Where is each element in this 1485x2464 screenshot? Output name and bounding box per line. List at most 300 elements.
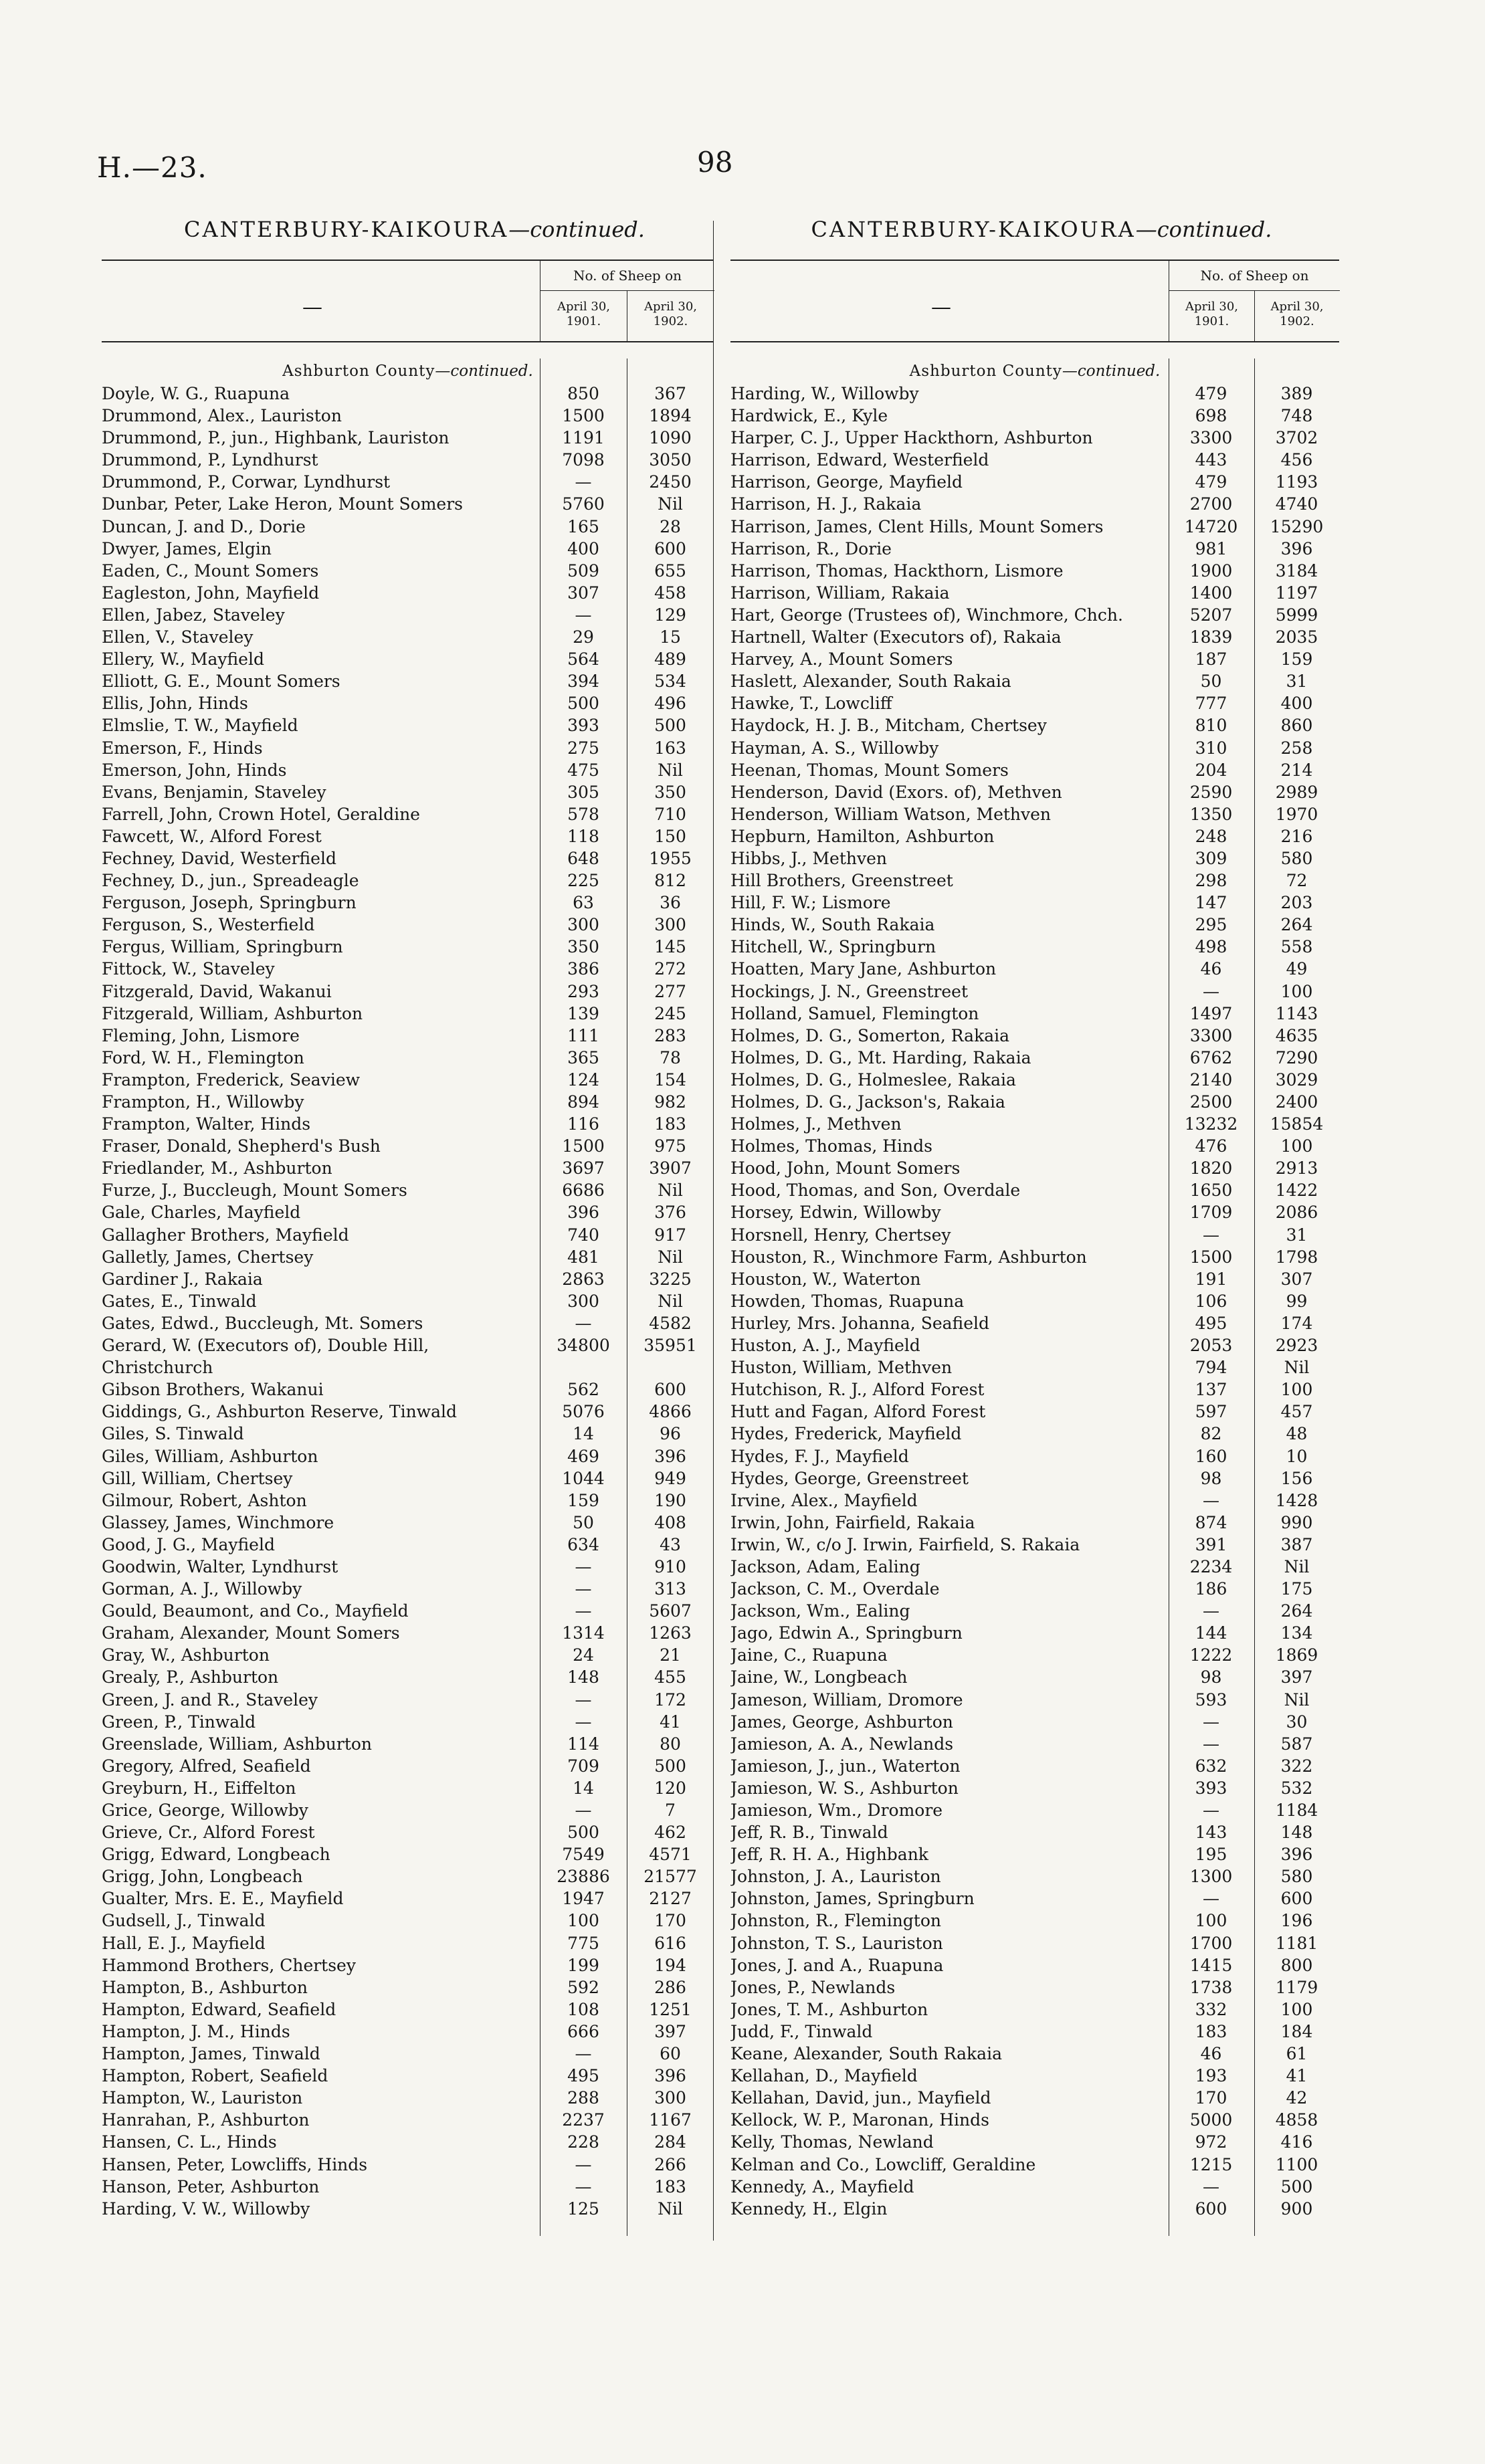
- owner-name: Emerson, F., Hinds: [102, 738, 263, 758]
- sheep-1902: 31: [1286, 672, 1308, 692]
- owner-name: Grealy, P., Ashburton: [102, 1667, 279, 1687]
- table-row: [730, 2131, 1339, 2153]
- sheep-1901: 394: [567, 672, 599, 692]
- table-row: [730, 1401, 1339, 1423]
- sheep-1901: 1947: [562, 1889, 605, 1909]
- sheep-1902: 4582: [649, 1313, 692, 1333]
- table-row: [102, 1069, 714, 1091]
- sheep-1901: 578: [567, 804, 599, 824]
- sheep-1901: —: [575, 472, 592, 492]
- owner-name: Hampton, B., Ashburton: [102, 1977, 308, 1997]
- owner-name: Gardiner J., Rakaia: [102, 1269, 263, 1289]
- sheep-1901: 50: [1200, 672, 1222, 692]
- owner-name: Howden, Thomas, Ruapuna: [730, 1291, 965, 1311]
- sheep-1901: —: [1203, 1601, 1219, 1621]
- region-name: Ashburton County: [909, 363, 1062, 380]
- sheep-1901: 193: [1195, 2066, 1227, 2086]
- table-row: [730, 1003, 1339, 1025]
- year-1901-header: April 30, 1901.: [1169, 290, 1254, 341]
- sheep-1902: 1197: [1275, 583, 1318, 603]
- sheep-1902: 2913: [1275, 1158, 1318, 1178]
- column-title: [115, 213, 714, 246]
- sheep-1902: 96: [660, 1424, 681, 1444]
- table-row: [730, 2065, 1339, 2087]
- sheep-1902: 1167: [649, 2110, 692, 2130]
- sheep-1901: 498: [1195, 937, 1227, 957]
- table-row: [730, 582, 1339, 604]
- owner-name: Jones, P., Newlands: [730, 1977, 896, 1997]
- year-1902-header: April 30, 1902.: [1254, 290, 1339, 341]
- owner-name: Holland, Samuel, Flemington: [730, 1003, 979, 1023]
- sheep-1902: 1955: [649, 848, 692, 868]
- table-row: [730, 1135, 1339, 1157]
- table-row: [102, 1755, 714, 1777]
- owner-name: Heenan, Thomas, Mount Somers: [730, 760, 1009, 780]
- table-row: [730, 648, 1339, 670]
- owner-name: Hardwick, E., Kyle: [730, 406, 888, 426]
- owner-name: Gualter, Mrs. E. E., Mayfield: [102, 1889, 344, 1909]
- sheep-1901: 116: [567, 1114, 599, 1134]
- sheep-1901: 13232: [1184, 1114, 1238, 1134]
- sheep-1901: 396: [567, 1203, 599, 1223]
- owner-name: Harrison, R., Dorie: [730, 538, 892, 558]
- owner-name: Galletly, James, Chertsey: [102, 1247, 314, 1267]
- sheep-1902: 300: [654, 915, 686, 935]
- sheep-1902: 397: [654, 2021, 686, 2041]
- table-row: [102, 1356, 714, 1378]
- table-row: [102, 2131, 714, 2153]
- table-row: [102, 1578, 714, 1600]
- owner-name: Hood, Thomas, and Son, Overdale: [730, 1180, 1021, 1201]
- table-row: [102, 1423, 714, 1445]
- owner-name: Ellen, V., Staveley: [102, 627, 254, 647]
- sheep-1901: 2700: [1189, 494, 1233, 514]
- table-row: [102, 1998, 714, 2021]
- sheep-1902: 456: [1280, 450, 1313, 470]
- owner-name: Ellery, W., Mayfield: [102, 649, 264, 670]
- sheep-1902: 1251: [649, 1999, 692, 2019]
- table-row: [102, 1666, 714, 1688]
- table-row: [730, 2154, 1339, 2176]
- no-sheep-header: No. of Sheep on: [1169, 261, 1340, 291]
- owner-name: Hockings, J. N., Greenstreet: [730, 981, 968, 1001]
- owner-name: Harrison, William, Rakaia: [730, 583, 950, 603]
- table-row: [102, 1157, 714, 1179]
- sheep-1902: 900: [1280, 2198, 1313, 2219]
- document-reference: H.—23.: [97, 151, 207, 184]
- table-row: [730, 1799, 1339, 1821]
- sheep-1901: 5760: [562, 494, 605, 514]
- sheep-1902: 1181: [1275, 1933, 1318, 1953]
- owner-name: Hutt and Fagan, Alford Forest: [730, 1402, 986, 1422]
- table-row: [730, 914, 1339, 936]
- sheep-1902: 3029: [1275, 1069, 1318, 1090]
- sheep-1902: 4571: [649, 1845, 692, 1865]
- sheep-1902: 4866: [649, 1402, 692, 1422]
- owner-name: Jaine, C., Ruapuna: [730, 1645, 888, 1665]
- sheep-1901: 894: [567, 1092, 599, 1112]
- owner-name: Hampton, W., Lauriston: [102, 2088, 303, 2108]
- owner-name: Hitchell, W., Springburn: [730, 937, 936, 957]
- table-row: [102, 1821, 714, 1843]
- table-row: [730, 538, 1339, 560]
- sheep-1901: 365: [567, 1047, 599, 1067]
- table-row: [730, 847, 1339, 869]
- owner-name: Gray, W., Ashburton: [102, 1645, 270, 1665]
- sheep-1902: 600: [654, 1380, 686, 1400]
- sheep-1902: 396: [654, 2066, 686, 2086]
- sheep-1902: 72: [1286, 871, 1308, 891]
- table-row: [730, 1666, 1339, 1688]
- owner-name: Gill, William, Chertsey: [102, 1468, 293, 1488]
- owner-name: Hydes, George, Greenstreet: [730, 1468, 969, 1488]
- sheep-1901: 2234: [1189, 1556, 1233, 1576]
- table-row: [102, 538, 714, 560]
- owner-name: Henderson, William Watson, Methven: [730, 804, 1052, 824]
- sheep-1901: 7549: [562, 1845, 605, 1865]
- owner-name: Kellock, W. P., Maronan, Hinds: [730, 2110, 989, 2130]
- sheep-1901: —: [575, 1601, 592, 1621]
- sheep-1901: 6762: [1189, 1047, 1233, 1067]
- sheep-1901: 972: [1195, 2132, 1227, 2152]
- sheep-1902: 367: [654, 384, 686, 403]
- sheep-1901: 810: [1195, 716, 1227, 736]
- table-row: [102, 1689, 714, 1711]
- owner-name: Holmes, Thomas, Hinds: [730, 1136, 932, 1156]
- owner-name: Kelly, Thomas, Newland: [730, 2132, 934, 2152]
- sheep-1902: 300: [654, 2088, 686, 2108]
- sheep-1901: 400: [567, 538, 599, 558]
- sheep-1901: 1314: [562, 1623, 605, 1643]
- left-column: [102, 213, 714, 2220]
- sheep-1901: 298: [1195, 871, 1227, 891]
- sheep-1902: 100: [1280, 1136, 1313, 1156]
- sheep-1902: 3702: [1275, 428, 1318, 448]
- sheep-1902: 655: [654, 560, 686, 581]
- table-row: [102, 1179, 714, 1201]
- column-divider: [713, 221, 714, 2241]
- table-row: [730, 1733, 1339, 1755]
- owner-name: Gould, Beaumont, and Co., Mayfield: [102, 1601, 409, 1621]
- table-row: [730, 1622, 1339, 1644]
- owner-name: Grigg, John, Longbeach: [102, 1867, 303, 1887]
- sheep-1902: 500: [1280, 2176, 1313, 2196]
- owner-name: Hampton, Robert, Seafield: [102, 2066, 328, 2086]
- sheep-1902: 184: [1280, 2021, 1313, 2041]
- region-heading: [730, 361, 1339, 381]
- sheep-1902: 150: [654, 826, 686, 846]
- sheep-1901: 2140: [1189, 1069, 1233, 1090]
- owner-name: Horsnell, Henry, Chertsey: [730, 1225, 951, 1245]
- owner-name: Fitzgerald, William, Ashburton: [102, 1003, 363, 1023]
- sheep-1901: 1700: [1189, 1933, 1233, 1953]
- sheep-1902: 80: [660, 1734, 681, 1754]
- table-row: [730, 427, 1339, 449]
- sheep-1901: —: [1203, 1889, 1219, 1909]
- owner-name: Haydock, H. J. B., Mitcham, Chertsey: [730, 716, 1047, 736]
- sheep-1901: 106: [1195, 1291, 1227, 1311]
- sheep-1902: 156: [1280, 1468, 1313, 1488]
- sheep-1902: 154: [654, 1069, 686, 1090]
- sheep-1901: 305: [567, 782, 599, 802]
- sheep-1902: 1428: [1275, 1490, 1318, 1510]
- table-row: [102, 981, 714, 1003]
- sheep-1902: 489: [654, 649, 686, 670]
- sheep-1902: Nil: [1284, 1689, 1310, 1710]
- table-row: [102, 892, 714, 914]
- owner-name: Johnston, T. S., Lauriston: [730, 1933, 943, 1953]
- sheep-1901: 850: [567, 384, 599, 403]
- owner-name: Harrison, George, Mayfield: [730, 472, 963, 492]
- owner-name: Glassey, James, Winchmore: [102, 1512, 334, 1532]
- sheep-1902: 49: [1286, 959, 1308, 979]
- sheep-1901: 46: [1200, 959, 1222, 979]
- owner-name: Ford, W. H., Flemington: [102, 1047, 304, 1067]
- sheep-1901: 14: [573, 1778, 594, 1798]
- table-row: [730, 692, 1339, 714]
- owner-name: Hayman, A. S., Willowby: [730, 738, 939, 758]
- sheep-1901: 63: [573, 893, 594, 913]
- sheep-1902: 1090: [649, 428, 692, 448]
- sheep-1901: 698: [1195, 406, 1227, 426]
- owner-name: Drummond, P., Lyndhurst: [102, 450, 318, 470]
- sheep-1901: 3300: [1189, 1025, 1233, 1045]
- sheep-1901: —: [575, 1579, 592, 1599]
- sheep-1902: 496: [654, 694, 686, 714]
- table-row: [730, 1069, 1339, 1091]
- column-title-suffix: —continued.: [508, 217, 645, 242]
- table-row: [102, 1711, 714, 1733]
- sheep-1901: —: [575, 1712, 592, 1732]
- owner-name: Drummond, P., Corwar, Lyndhurst: [102, 472, 391, 492]
- sheep-1902: Nil: [658, 760, 683, 780]
- table-row: [102, 1910, 714, 1932]
- table-header: [102, 260, 714, 342]
- sheep-1902: 159: [1280, 649, 1313, 670]
- column-title-suffix: —continued.: [1135, 217, 1272, 242]
- sheep-1901: 1215: [1189, 2154, 1233, 2174]
- sheep-1901: 170: [1195, 2088, 1227, 2108]
- table-row: [102, 759, 714, 781]
- table-row: [102, 1290, 714, 1312]
- owner-name: Hydes, Frederick, Mayfield: [730, 1424, 962, 1444]
- sheep-1901: 481: [567, 1247, 599, 1267]
- owner-name: Harding, V. W., Willowby: [102, 2198, 310, 2219]
- owner-name: Friedlander, M., Ashburton: [102, 1158, 332, 1178]
- region-heading: [102, 361, 714, 381]
- sheep-1901: 34800: [557, 1336, 610, 1356]
- sheep-1901: 24: [573, 1645, 594, 1665]
- table-row: [102, 1401, 714, 1423]
- sheep-1901: 1500: [1189, 1247, 1233, 1267]
- sheep-1902: Nil: [658, 494, 683, 514]
- table-row: [730, 1777, 1339, 1799]
- table-row: [102, 1224, 714, 1246]
- sheep-1902: 48: [1286, 1424, 1308, 1444]
- owner-name: Hill, F. W.; Lismore: [730, 893, 891, 913]
- sheep-1902: 174: [1280, 1313, 1313, 1333]
- table-row: [730, 383, 1339, 405]
- table-row: [102, 825, 714, 847]
- table-row: [102, 1467, 714, 1490]
- owner-name: Hanson, Peter, Ashburton: [102, 2176, 320, 2196]
- table-row: [730, 1887, 1339, 1910]
- owner-name: Giddings, G., Ashburton Reserve, Tinwald: [102, 1402, 457, 1422]
- sheep-1902: 42: [1286, 2088, 1308, 2108]
- sheep-1901: 50: [573, 1512, 594, 1532]
- sheep-1902: 214: [1280, 760, 1313, 780]
- table-row: [102, 560, 714, 582]
- sheep-1902: 322: [1280, 1756, 1313, 1776]
- owner-name: Hydes, F. J., Mayfield: [730, 1446, 909, 1466]
- sheep-1901: —: [1203, 1225, 1219, 1245]
- owner-name: Kellahan, David, jun., Mayfield: [730, 2088, 991, 2108]
- sheep-1901: 777: [1195, 694, 1227, 714]
- sheep-1902: 272: [654, 959, 686, 979]
- sheep-1901: 874: [1195, 1512, 1227, 1532]
- owner-name: Jaine, W., Longbeach: [730, 1667, 908, 1687]
- owner-name: Harrison, Thomas, Hackthorn, Lismore: [730, 560, 1064, 581]
- table-row: [102, 2065, 714, 2087]
- sheep-1902: 307: [1280, 1269, 1313, 1289]
- sheep-1901: 391: [1195, 1534, 1227, 1554]
- owner-name: Hibbs, J., Methven: [730, 848, 888, 868]
- sheep-1902: 43: [660, 1534, 681, 1554]
- sheep-1902: 376: [654, 1203, 686, 1223]
- table-row: [730, 1268, 1339, 1290]
- table-row: [730, 1954, 1339, 1976]
- sheep-1901: 5207: [1189, 605, 1233, 625]
- owner-name: Houston, W., Waterton: [730, 1269, 921, 1289]
- table-row: [730, 1865, 1339, 1887]
- sheep-1901: —: [575, 1689, 592, 1710]
- sheep-1901: 118: [567, 826, 599, 846]
- table-row: [102, 1201, 714, 1223]
- table-row: [102, 626, 714, 648]
- owner-name: Jackson, Adam, Ealing: [730, 1556, 920, 1576]
- owner-name: Duncan, J. and D., Dorie: [102, 516, 306, 536]
- sheep-1901: 165: [567, 516, 599, 536]
- table-row: [730, 1976, 1339, 1998]
- owner-name: Greyburn, H., Eiffelton: [102, 1778, 296, 1798]
- table-row: [730, 1047, 1339, 1069]
- owner-name: Gregory, Alfred, Seafield: [102, 1756, 311, 1776]
- sheep-1901: 3300: [1189, 428, 1233, 448]
- owner-name: Harrison, Edward, Westerfield: [730, 450, 989, 470]
- owner-name: Gorman, A. J., Willowby: [102, 1579, 302, 1599]
- owner-name: Graham, Alexander, Mount Somers: [102, 1623, 400, 1643]
- sheep-1902: 532: [1280, 1778, 1313, 1798]
- page-number: 98: [697, 146, 733, 179]
- name-column-header: —: [302, 296, 322, 319]
- table-row: [730, 1998, 1339, 2021]
- sheep-1902: 15290: [1270, 516, 1324, 536]
- owner-name: Giles, William, Ashburton: [102, 1446, 318, 1466]
- sheep-1902: 2923: [1275, 1336, 1318, 1356]
- owner-name: Jackson, Wm., Ealing: [730, 1601, 910, 1621]
- owner-name: Kellahan, D., Mayfield: [730, 2066, 918, 2086]
- sheep-1901: 1300: [1189, 1867, 1233, 1887]
- sheep-1902: 4635: [1275, 1025, 1318, 1045]
- table-header: [730, 260, 1339, 342]
- sheep-1901: 709: [567, 1756, 599, 1776]
- table-row: [102, 648, 714, 670]
- sheep-1902: 183: [654, 2176, 686, 2196]
- sheep-1901: 600: [1195, 2198, 1227, 2219]
- table-row: [730, 1821, 1339, 1843]
- sheep-1901: 5000: [1189, 2110, 1233, 2130]
- table-row: [102, 2087, 714, 2109]
- sheep-1901: 14: [573, 1424, 594, 1444]
- sheep-1902: 100: [1280, 1999, 1313, 2019]
- sheep-1902: 580: [1280, 1867, 1313, 1887]
- sheep-1901: —: [575, 1313, 592, 1333]
- sheep-1901: 1709: [1189, 1203, 1233, 1223]
- sheep-1902: 860: [1280, 716, 1313, 736]
- sheep-1902: 15854: [1270, 1114, 1324, 1134]
- sheep-1902: 1100: [1275, 2154, 1318, 2174]
- sheep-1902: 264: [1280, 1601, 1313, 1621]
- owner-name: Ellen, Jabez, Staveley: [102, 605, 285, 625]
- sheep-1901: 562: [567, 1380, 599, 1400]
- table-row: [102, 1246, 714, 1268]
- owner-name: Jeff, R. B., Tinwald: [730, 1823, 888, 1843]
- table-row: [102, 1644, 714, 1666]
- column-title-text: CANTERBURY-KAIKOURA: [184, 217, 509, 242]
- table-row: [730, 714, 1339, 736]
- table-row: [730, 1910, 1339, 1932]
- owner-name: Farrell, John, Crown Hotel, Geraldine: [102, 804, 420, 824]
- owner-name: Jamieson, A. A., Newlands: [730, 1734, 954, 1754]
- owner-name: Gudsell, J., Tinwald: [102, 1911, 266, 1931]
- sheep-1901: 1191: [562, 428, 605, 448]
- sheep-1902: Nil: [1284, 1358, 1310, 1378]
- sheep-1902: Nil: [658, 1247, 683, 1267]
- table-row: [102, 670, 714, 692]
- sheep-1901: 1820: [1189, 1158, 1233, 1178]
- sheep-1901: 443: [1195, 450, 1227, 470]
- table-row: [102, 737, 714, 759]
- table-row: [102, 1512, 714, 1534]
- sheep-1902: 396: [654, 1446, 686, 1466]
- table-row: [730, 781, 1339, 803]
- sheep-1902: 145: [654, 937, 686, 957]
- right-table-body: [730, 383, 1339, 2220]
- year-1901-header: April 30, 1901.: [540, 290, 627, 341]
- owner-name: Hartnell, Walter (Executors of), Rakaia: [730, 627, 1062, 647]
- owner-name: Hansen, C. L., Hinds: [102, 2132, 277, 2152]
- owner-name: Grigg, Edward, Longbeach: [102, 1845, 330, 1865]
- sheep-1902: 457: [1280, 1402, 1313, 1422]
- table-row: [102, 1600, 714, 1622]
- column-title-text: CANTERBURY-KAIKOURA: [811, 217, 1136, 242]
- table-row: [730, 1179, 1339, 1201]
- owner-name: Elmslie, T. W., Mayfield: [102, 716, 298, 736]
- sheep-1901: 191: [1195, 1269, 1227, 1289]
- owner-name: Houston, R., Winchmore Farm, Ashburton: [730, 1247, 1087, 1267]
- owner-name: Haslett, Alexander, South Rakaia: [730, 672, 1011, 692]
- owner-name: Jeff, R. H. A., Highbank: [730, 1845, 928, 1865]
- sheep-1901: 100: [1195, 1911, 1227, 1931]
- sheep-1901: 29: [573, 627, 594, 647]
- owner-name: Goodwin, Walter, Lyndhurst: [102, 1556, 338, 1576]
- region-name: Ashburton County: [282, 363, 435, 380]
- sheep-1902: 31: [1286, 1225, 1308, 1245]
- table-row: [730, 1556, 1339, 1578]
- table-row: [730, 869, 1339, 892]
- owner-name: Hurley, Mrs. Johanna, Seafield: [730, 1313, 989, 1333]
- sheep-1902: 5999: [1275, 605, 1318, 625]
